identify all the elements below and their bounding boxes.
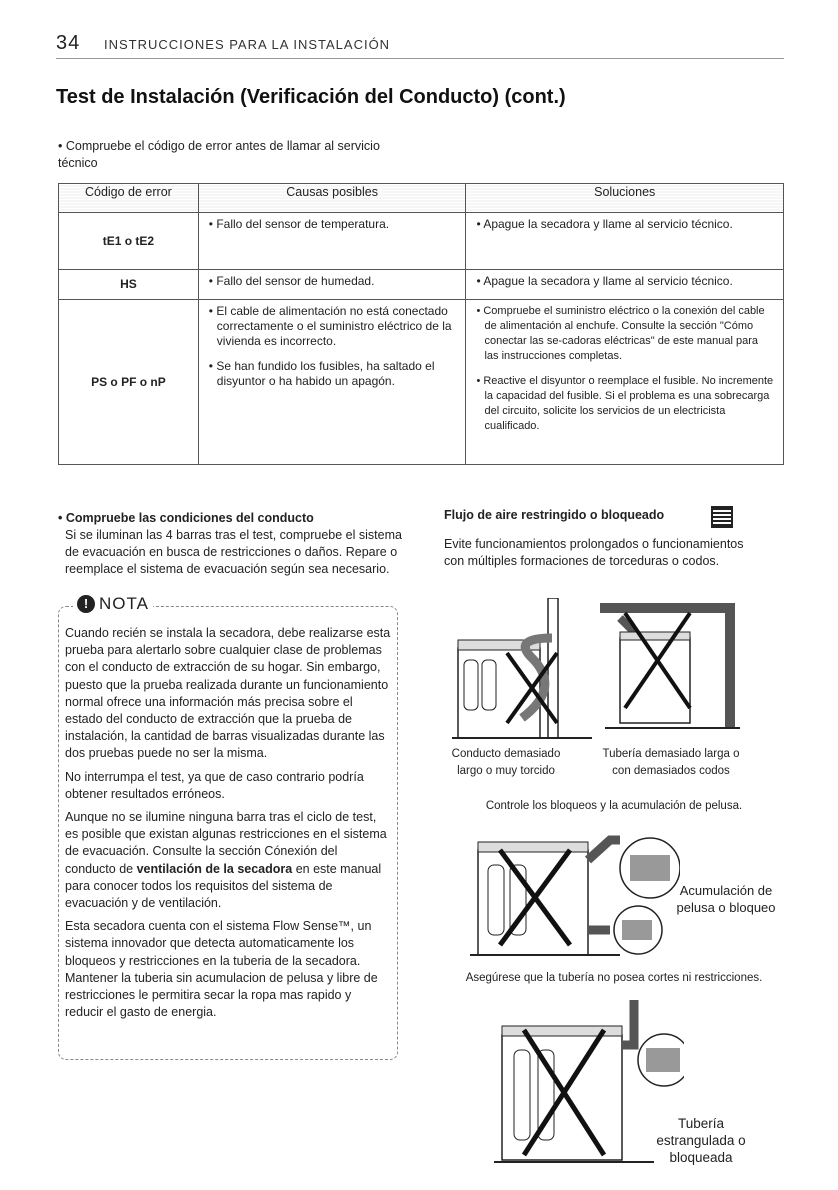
error-code: HS: [59, 270, 199, 300]
long-duct-illustration: [452, 598, 592, 743]
long-pipe-illustration: [590, 598, 750, 743]
note-paragraph: No interrumpa el test, ya que de caso contrario podría obtener resultados erróneos.: [65, 769, 364, 801]
column-header: Soluciones: [466, 184, 784, 213]
note-label: NOTA: [99, 594, 149, 614]
caption-long-duct: Conducto demasiado largo o muy torcido: [451, 748, 561, 777]
table-row: [59, 270, 784, 300]
column-header: Código de error: [59, 184, 199, 213]
airflow-heading: Flujo de aire restringido o bloqueado: [444, 508, 665, 522]
solution-text: • Reactive el disyuntor o reemplace el fusible. No incremente la capacidad del fusible. Si el problema es una sobrecarga del circuito, solicite los servicios de un electricista cualificado.: [476, 375, 774, 432]
table-row: [59, 300, 784, 465]
lint-label: Acumulación de pelusa o bloqueo: [676, 883, 776, 915]
solution-cell: [466, 270, 784, 300]
caption-no-cuts: Asegúrese que la tubería no posea cortes ni restricciones.: [465, 972, 763, 984]
note-paragraph: [65, 809, 391, 912]
caption-lint-check: Controle los bloqueos y la acumulación de pelusa.: [485, 800, 743, 812]
table-header-row: [59, 184, 784, 213]
solution-text: • Compruebe el suministro eléctrico o la conexión del cable de alimentación al enchufe. Consulte la sección "Cómo conectar las se-cadoras eléctricas" de este manual para las instrucciones completas.: [476, 305, 765, 362]
solution-cell: [466, 213, 784, 270]
page-header: [56, 32, 784, 59]
cause-text: • Fallo del sensor de temperatura.: [208, 217, 390, 231]
note-paragraph: Esta secadora cuenta con el sistema Flow Sense™, un sistema innovador que detecta automaticamente los bloqueos y restricciones en la tuberia de la secadora. Mantener la tuberia sin acumulacion de pelusa y libre de restricciones le permitira secar la ropa mas rapido y reducir el gasto de energia.: [65, 919, 378, 1020]
cause-cell: [198, 270, 466, 300]
note-text: en este manual para conocer todos los requisitos del sistema de evacuación y de ventilación.: [65, 861, 382, 911]
crushed-pipe-label: Tubería estrangulada o bloqueada: [656, 1116, 746, 1165]
solution-text: • Apague la secadora y llame al servicio técnico.: [476, 274, 733, 288]
note-paragraph: Cuando recién se instala la secadora, debe realizarse esta prueba para alertarlo sobre cualquier clase de problemas con el conducto de extracción de su hogar. Sin embargo, puesto que la prueba realizada durante un funcionamiento normal ofrece una información más precisa sobre el estado del conducto de extracción que la prueba de instalación, la cantidad de barras visualizadas durante las dos pruebas puede no ser la misma.: [65, 626, 391, 761]
duct-check-heading: • Compruebe las condiciones del conducto: [58, 511, 314, 525]
duct-check-body: Si se iluminan las 4 barras tras el test, compruebe el sistema de evacuación en busca de restricciones o daños. Repare o reemplace el sistema de evacuación según sea necesario.: [65, 528, 402, 576]
airflow-section: [444, 508, 784, 522]
note-text: Aunque no se ilumine ninguna barra tras el ciclo de test, es posible que existan algunas restricciones en el sistema de evacuación. Consulte la sección Cónexión del conducto de: [65, 810, 387, 876]
error-code: PS o PF o nP: [59, 300, 199, 465]
table-row: [59, 213, 784, 270]
solution-cell: [466, 300, 784, 465]
cause-text: • Fallo del sensor de humedad.: [208, 274, 375, 288]
note-box: [58, 594, 398, 1060]
note-bold-text: ventilación de la secadora: [136, 861, 293, 876]
page-number: 34: [56, 32, 81, 54]
display-grid-icon: [711, 506, 733, 528]
intro-text: • Compruebe el código de error antes de llamar al servicio técnico: [58, 139, 380, 170]
duct-check-section: [58, 510, 403, 578]
airflow-body: Evite funcionamientos prolongados o funcionamientos con múltiples formaciones de torceduras o codos.: [444, 537, 744, 568]
error-code-table: [58, 183, 784, 465]
section-title: INSTRUCCIONES PARA LA INSTALACIÓN: [104, 37, 391, 52]
column-header: Causas posibles: [198, 184, 466, 213]
caption-long-pipe: Tubería demasiado larga o con demasiados codos: [602, 748, 740, 777]
error-code: tE1 o tE2: [59, 213, 199, 270]
page-title: Test de Instalación (Verificación del Conducto) (cont.): [56, 86, 566, 108]
solution-text: • Apague la secadora y llame al servicio técnico.: [476, 217, 733, 231]
cause-text: • Se han fundido los fusibles, ha saltado el disyuntor o ha habido un apagón.: [208, 359, 435, 388]
cause-cell: [198, 300, 466, 465]
cause-cell: [198, 213, 466, 270]
note-header: [73, 595, 153, 613]
cause-text: • El cable de alimentación no está conectado correctamente o el suministro eléctrico de la vivienda es incorrecto.: [208, 304, 452, 348]
lint-illustration: [470, 820, 680, 960]
warning-icon: !: [77, 595, 95, 613]
